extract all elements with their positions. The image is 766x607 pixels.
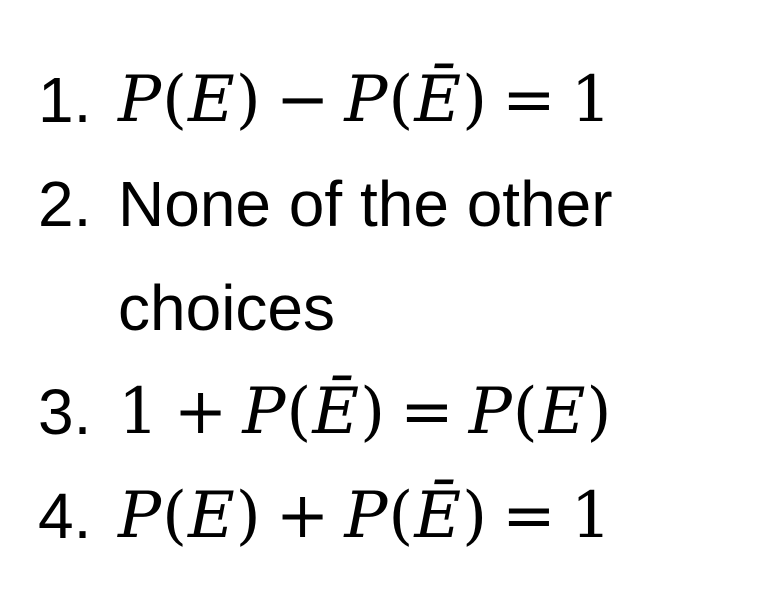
choice-equation: P(E) − P(Ē) = 1 [118,63,613,137]
choice-equation: 1 + P(Ē) = P(E) [118,375,613,449]
choice-2[interactable] [38,152,738,360]
choice-text: None of the other choices [118,168,613,344]
answer-choices-list [38,48,738,568]
choice-number: 4. [38,480,92,552]
choice-equation: P(E) + P(Ē) = 1 [118,479,613,553]
choice-number: 1. [38,64,92,136]
choice-number: 2. [38,168,92,240]
choice-number: 3. [38,376,92,448]
choice-4[interactable] [38,464,738,568]
choice-1[interactable] [38,48,738,152]
choice-3[interactable] [38,360,738,464]
